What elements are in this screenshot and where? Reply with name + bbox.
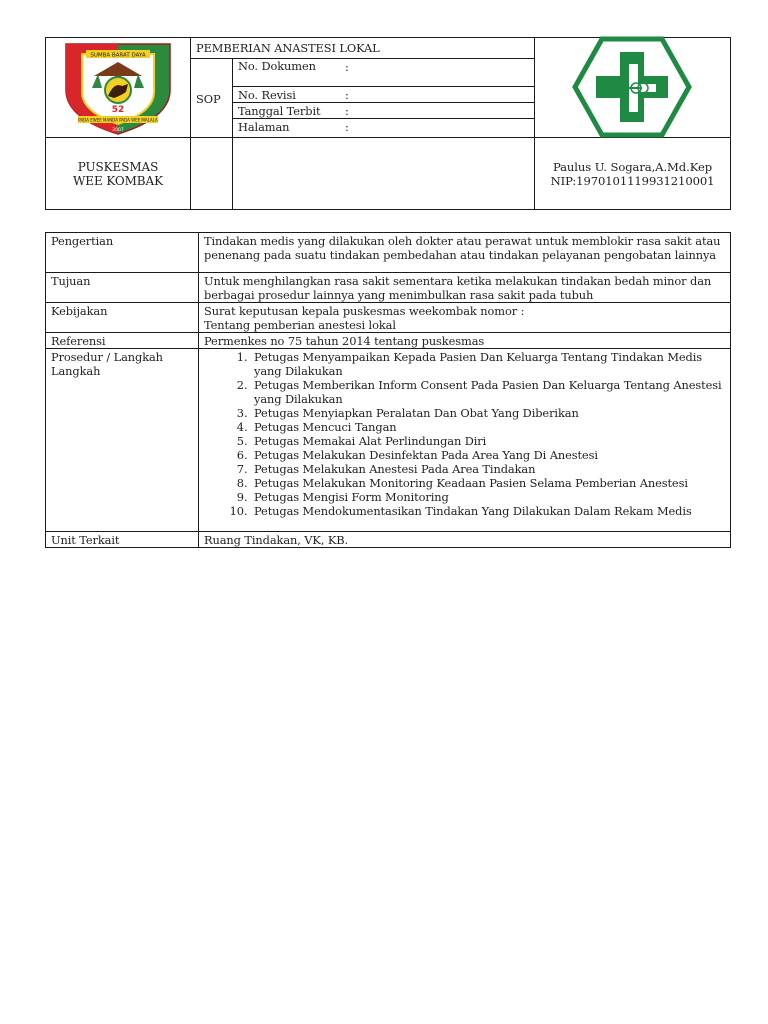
row-label-tujuan: Tujuan: [46, 273, 199, 303]
regional-emblem-logo: [58, 38, 178, 136]
row-content-prosedur: [199, 349, 731, 532]
emblem-year-text: 2007: [112, 128, 124, 133]
list-item: 9. Petugas Mengisi Form Monitoring: [251, 490, 725, 504]
row-label-kebijakan: Kebijakan: [46, 303, 199, 333]
row-content-unit-terkait: Ruang Tindakan, VK, KB.: [199, 532, 731, 548]
table-row: [46, 349, 731, 532]
table-row: [46, 532, 731, 548]
row-content-pengertian: Tindakan medis yang dilakukan oleh dokter atau perawat untuk memblokir rasa sakit atau penenang pada suatu tindakan pembedahan atau tindakan pelayanan pengobatan lainnya: [199, 233, 731, 273]
row-label-referensi: Referensi: [46, 333, 199, 349]
emblem-motto-text: PADA EWEE MANDA PADA WEE MALALA: [78, 117, 158, 123]
field-tanggal-terbit-label: Tanggal Terbit: [238, 104, 321, 118]
list-item: 4. Petugas Mencuci Tangan: [251, 420, 725, 434]
row-label-pengertian: Pengertian: [46, 233, 199, 273]
org-name-line1: PUSKESMAS: [77, 160, 159, 174]
emblem-number-text: 52: [111, 105, 125, 115]
row-content-tujuan: Untuk menghilangkan rasa sakit sementara ketika melakukan tindakan bedah minor dan berbagai prosedur lainnya yang menimbulkan rasa sakit pada tubuh: [199, 273, 731, 303]
list-item: 7. Petugas Melakukan Anestesi Pada Area Tindakan: [251, 462, 725, 476]
procedure-steps-list: [204, 350, 725, 518]
field-no-revisi-label: No. Revisi: [238, 88, 296, 102]
row-content-referensi: Permenkes no 75 tahun 2014 tentang puskesmas: [199, 333, 731, 349]
sop-label: SOP: [196, 92, 221, 106]
emblem-banner-text: SUMBA BARAT DAYA: [90, 52, 146, 59]
field-no-dokumen-sep: :: [345, 60, 349, 74]
document-title: PEMBERIAN ANASTESI LOKAL: [196, 41, 380, 55]
kebijakan-line-1: Surat keputusan kepala puskesmas weekombak nomor :: [204, 304, 525, 318]
field-no-revisi-sep: :: [345, 88, 349, 102]
list-item: 5. Petugas Memakai Alat Perlindungan Diri: [251, 434, 725, 448]
list-item: 1. Petugas Menyampaikan Kepada Pasien Dan Keluarga Tentang Tindakan Medis yang Dilakukan: [251, 350, 725, 378]
field-tanggal-terbit-sep: :: [345, 104, 349, 118]
table-row: [46, 233, 731, 273]
field-no-dokumen-label: No. Dokumen: [238, 59, 316, 73]
list-item: 3. Petugas Menyiapkan Peralatan Dan Obat Yang Diberikan: [251, 406, 725, 420]
signer-name: Paulus U. Sogara,A.Md.Kep: [552, 160, 713, 174]
table-row: [46, 303, 731, 333]
list-item: 6. Petugas Melakukan Desinfektan Pada Area Yang Di Anestesi: [251, 448, 725, 462]
org-name-line2: WEE KOMBAK: [73, 174, 163, 188]
signer-nip: NIP:197010111993121000​1: [550, 174, 715, 188]
list-item: 8. Petugas Melakukan Monitoring Keadaan Pasien Selama Pemberian Anestesi: [251, 476, 725, 490]
puskesmas-logo: [572, 36, 692, 138]
kebijakan-line-2: Tentang pemberian anestesi lokal: [204, 318, 396, 332]
row-label-unit-terkait: Unit Terkait: [46, 532, 199, 548]
row-label-prosedur: Prosedur / Langkah Langkah: [46, 349, 199, 532]
row-content-kebijakan: [199, 303, 731, 333]
list-item: 10. Petugas Mendokumentasikan Tindakan Yang Dilakukan Dalam Rekam Medis: [251, 504, 725, 518]
table-row: [46, 273, 731, 303]
procedure-table: [45, 232, 731, 548]
table-row: [46, 333, 731, 349]
field-halaman-sep: :: [345, 120, 349, 134]
field-halaman-label: Halaman: [238, 120, 290, 134]
list-item: 2. Petugas Memberikan Inform Consent Pada Pasien Dan Keluarga Tentang Anestesi yang Dilakukan: [251, 378, 725, 406]
